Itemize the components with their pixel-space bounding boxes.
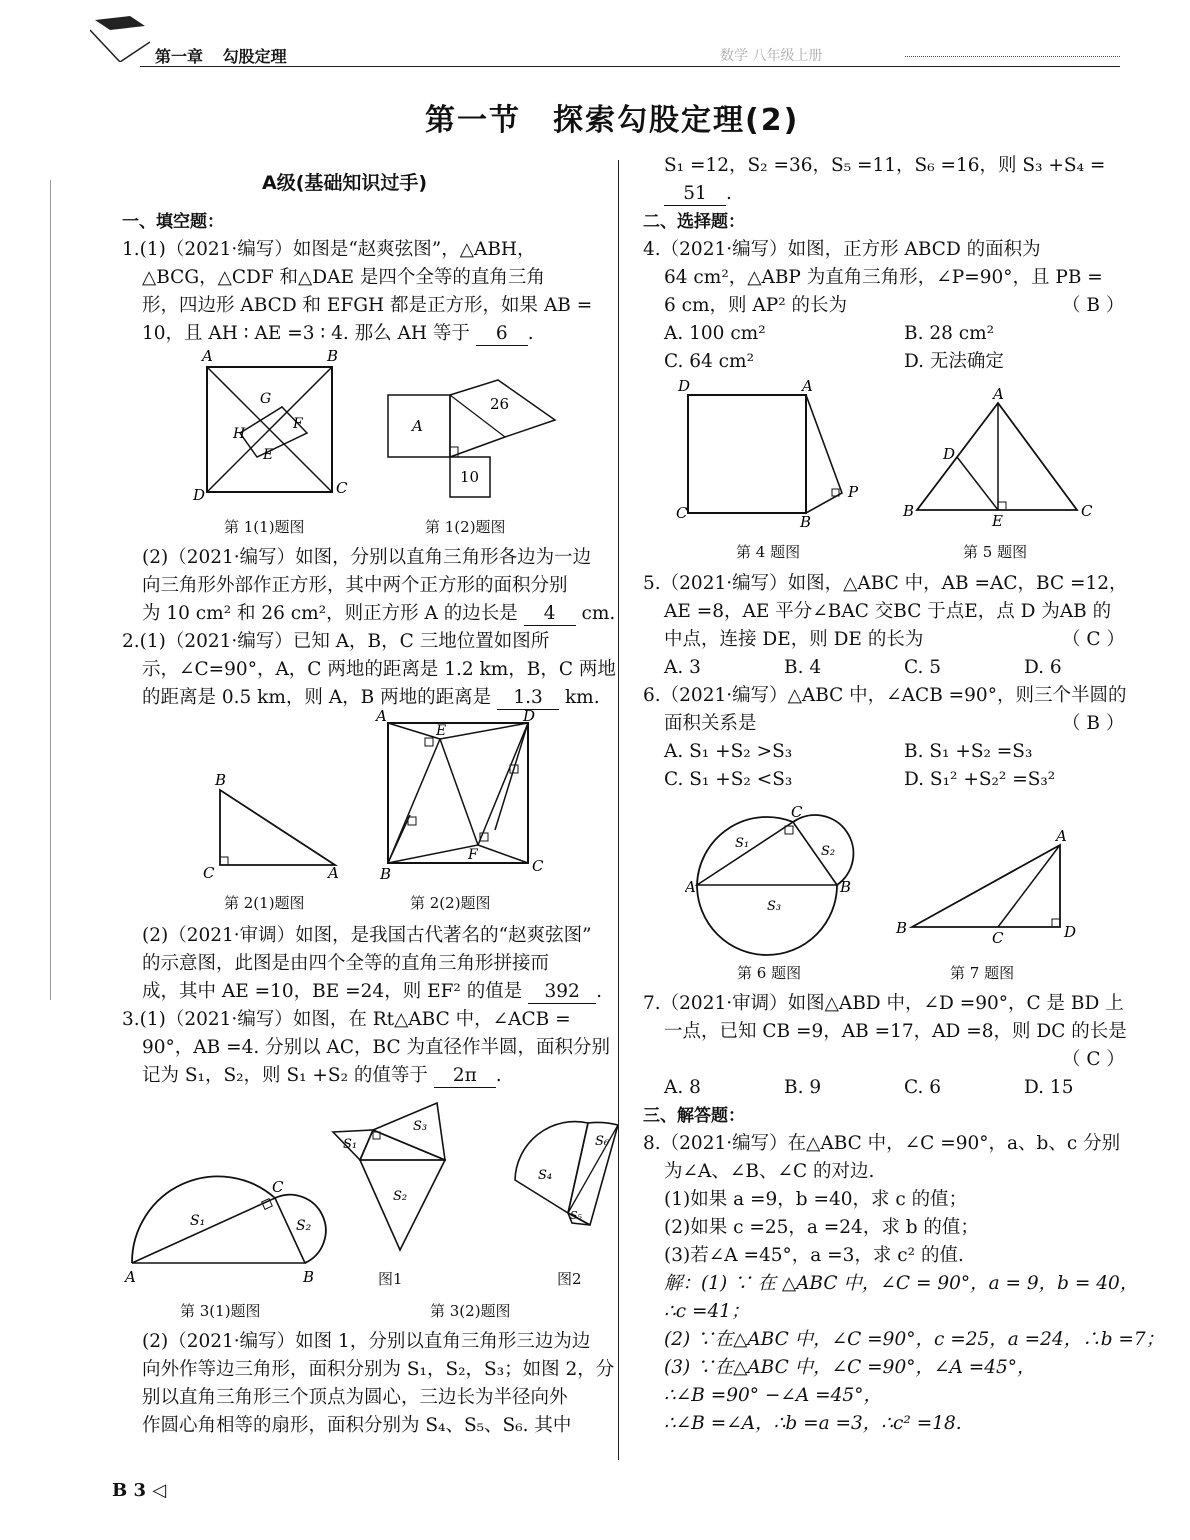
q1p2-line3	[142, 600, 615, 628]
fig3-2-label-S5: S₅	[570, 1209, 582, 1222]
fig7-label-B: B	[896, 919, 908, 937]
q6-option-D: D. S₁² +S₂² =S₃²	[904, 769, 1056, 790]
q2-unit: km.	[564, 687, 600, 708]
fig2-2-label-E: E	[436, 723, 447, 739]
fig3-2-line	[568, 1125, 618, 1213]
fig7-label-C: C	[992, 929, 1004, 947]
fig5-right-angle	[998, 502, 1006, 510]
section-choice-heading: 二、选择题：	[643, 212, 745, 232]
fig4-triangle	[806, 395, 842, 513]
fig2-2-line	[495, 723, 528, 830]
fig1-1-label-F: F	[293, 416, 303, 432]
q6-option-B: B. S₁ +S₂ =S₃	[904, 741, 1033, 762]
fig2-2-label-F: F	[468, 847, 478, 863]
q5-caption: 第 5 题图	[963, 543, 1028, 561]
fig1-1-label-G: G	[260, 391, 272, 407]
q8-line2: 为∠A、∠B、∠C 的对边.	[664, 1161, 875, 1182]
q1-line4-text: 10，且 AH ∶ AE =3 ∶ 4. 那么 AH 等于	[142, 323, 470, 344]
q1-line3: 形，四边形 ABCD 和 EFGH 都是正方形，如果 AB =	[142, 295, 593, 316]
fig6-label-S2: S₂	[821, 844, 836, 859]
fig3-1-label-S2: S₂	[296, 1218, 312, 1234]
q2-caption2: 第 2(2)题图	[410, 894, 491, 912]
q3-line1: 3.(1)（2021·编写）如图，在 Rt△ABC 中，∠ACB =	[122, 1009, 571, 1030]
q3p2-period: .	[726, 183, 732, 204]
column-divider	[618, 160, 619, 1460]
q3p2-line2: 向外作等边三角形，面积分别为 S₁，S₂，S₃；如图 2，分	[142, 1359, 615, 1380]
fig2-2-line	[440, 739, 478, 845]
figure-3-2-fig2	[510, 1115, 625, 1230]
fig7-right-angle	[1052, 919, 1060, 927]
fig3-2-label-S3: S₃	[413, 1119, 428, 1134]
fig7-segment-AC	[998, 845, 1060, 927]
chapter-number: 第一章	[155, 47, 204, 66]
q7-option-C: C. 6	[904, 1077, 942, 1098]
figure-5	[895, 385, 1105, 530]
q8-solution-line5: ∴∠B =90° −∠A =45°，	[664, 1385, 882, 1406]
q3-line2: 90°，AB =4. 分别以 AC，BC 为直径作半圆，面积分别	[142, 1037, 611, 1058]
q8-solution-line1: 解：(1) ∵ 在 △ABC 中，∠C = 90°，a = 9，b = 40，	[664, 1273, 1139, 1294]
header-dots	[905, 56, 1120, 57]
q8-solution-line2: ∴c =41；	[664, 1301, 750, 1322]
q1p2-answer: 4	[524, 603, 576, 626]
fig4-label-D: D	[678, 377, 691, 395]
fig3-1-label-S1: S₁	[190, 1213, 206, 1229]
chapter-header	[155, 44, 287, 67]
fig1-1-label-A: A	[202, 347, 213, 365]
fig4-label-A: A	[802, 377, 813, 395]
q4-option-C: C. 64 cm²	[664, 351, 754, 372]
fig2-2-label-B: B	[380, 865, 392, 883]
fig7-triangle	[912, 845, 1060, 927]
q7-option-D: D. 15	[1024, 1077, 1074, 1098]
q3-fig1-label: 图1	[378, 1270, 403, 1288]
q4-option-D: D. 无法确定	[904, 351, 1004, 372]
q8-line1: 8.（2021·编写）在△ABC 中，∠C =90°，a、b、c 分别	[643, 1133, 1121, 1154]
figure-3-1	[120, 1120, 340, 1295]
fig1-1-label-E: E	[263, 447, 274, 463]
fig1-1-label-C: C	[336, 479, 348, 497]
fig1-1-label-D: D	[193, 486, 206, 504]
q1-line1: 1.(1)（2021·编写）如图是“赵爽弦图”，△ABH，	[122, 239, 536, 260]
q2p2-line3-text: 成，其中 AE =10，BE =24，则 EF² 的值是	[142, 981, 523, 1002]
q3-line3-text: 记为 S₁，S₂，则 S₁ +S₂ 的值等于	[142, 1065, 428, 1086]
q8-line5: (3)若∠A =45°，a =3，求 c² 的值.	[664, 1245, 964, 1266]
q3-period: .	[495, 1065, 502, 1086]
fig3-2-label-S6: S₆	[595, 1134, 610, 1149]
q1p2-line1: (2)（2021·编写）如图，分别以直角三角形各边为一边	[142, 547, 592, 568]
q2p2-period: .	[596, 981, 602, 1002]
fig6-label-S3: S₃	[767, 899, 782, 914]
q2-line2: 示，∠C=90°，A，C 两地的距离是 1.2 km，B，C 两地	[142, 659, 616, 680]
fig3-1-label-C: C	[272, 1178, 284, 1196]
q5-line1: 5.（2021·编写）如图，△ABC 中，AB =AC，BC =12，	[643, 573, 1128, 594]
q1p2-unit: cm.	[581, 603, 616, 624]
fig2-2-line	[478, 845, 528, 863]
fig3-2-label-S1: S₁	[343, 1137, 358, 1152]
q2p2-line1: (2)（2021·审调）如图，是我国古代著名的“赵爽弦图”	[142, 925, 592, 946]
fig2-1-label-B: B	[215, 771, 227, 789]
figure-2-1	[195, 770, 355, 885]
q1-caption2: 第 1(2)题图	[425, 518, 506, 536]
figure-2-2	[370, 705, 550, 885]
fig5-label-C: C	[1081, 502, 1093, 520]
q4-option-A: A. 100 cm²	[664, 323, 766, 344]
section-solve-heading: 三、解答题：	[643, 1106, 745, 1126]
q2-line3-text: 的距离是 0.5 km，则 A，B 两地的距离是	[142, 687, 492, 708]
fig1-1-label-B: B	[327, 347, 339, 365]
q1p2-line2: 向三角形外部作正方形，其中两个正方形的面积分别	[142, 575, 568, 596]
fig5-label-B: B	[903, 502, 915, 520]
fig7-label-D: D	[1064, 923, 1077, 941]
chapter-title: 勾股定理	[222, 47, 287, 66]
q5-option-B: B. 4	[784, 657, 822, 678]
q8-solution-line6: ∴∠B =∠A，∴b =a =3，∴c² =18.	[664, 1413, 962, 1434]
q3p2-line4: 作圆心角相等的扇形，面积分别为 S₄、S₅、S₆. 其中	[142, 1415, 572, 1436]
q3-caption1: 第 3(1)题图	[180, 1302, 261, 1320]
q4-caption: 第 4 题图	[736, 543, 801, 561]
q8-solution-line3: (2) ∵在△ABC 中，∠C =90°，c =25，a =24，∴b =7；	[664, 1329, 1165, 1350]
level-heading: A级(基础知识过手)	[262, 172, 428, 194]
q3p2-line3: 别以直角三角形三个顶点为圆心，三边长为半径向外	[142, 1387, 568, 1408]
fig2-1-triangle	[220, 790, 335, 865]
q1-caption1: 第 1(1)题图	[224, 518, 305, 536]
fig2-2-label-D: D	[523, 707, 536, 725]
q2-answer: 1.3	[497, 687, 559, 710]
q2p2-line2: 的示意图，此图是由四个全等的直角三角形拼接而	[142, 953, 550, 974]
q6-line2: 面积关系是	[664, 713, 757, 734]
fig4-square	[688, 395, 806, 513]
q8-line4: (2)如果 c =25，a =24，求 b 的值；	[664, 1217, 979, 1238]
figure-7	[890, 825, 1090, 950]
fig6-triangle	[697, 822, 837, 885]
q4-line2: 64 cm²，△ABP 为直角三角形，∠P=90°，且 PB =	[664, 267, 1103, 288]
q7-line1: 7.（2021·审调）如图△ABD 中，∠D =90°，C 是 BD 上	[643, 993, 1124, 1014]
fig1-2-label-A: A	[412, 417, 423, 435]
figure-6	[685, 795, 865, 960]
fig2-1-right-angle	[220, 857, 228, 865]
fig3-1-label-A: A	[125, 1268, 136, 1286]
page-number: B 3 ◁	[112, 1480, 167, 1501]
q4-line1: 4.（2021·编写）如图，正方形 ABCD 的面积为	[643, 239, 1041, 260]
fig5-label-E: E	[992, 512, 1003, 530]
q3-line3	[142, 1062, 502, 1090]
header-logo	[90, 12, 150, 34]
q8-solution-line4: (3) ∵在△ABC 中，∠C =90°，∠A =45°，	[664, 1357, 1036, 1378]
q3-answer: 2π	[434, 1065, 496, 1088]
q5-option-D: D. 6	[1024, 657, 1062, 678]
section-fill-heading: 一、填空题：	[122, 212, 224, 232]
q3p2-answer-line	[664, 180, 732, 208]
q1-line4	[142, 320, 534, 348]
q2-line1: 2.(1)（2021·编写）已知 A，B，C 三地位置如图所	[122, 631, 550, 652]
q6-line1: 6.（2021·编写）△ABC 中，∠ACB =90°，则三个半圆的	[643, 685, 1127, 706]
q5-line3: 中点，连接 DE，则 DE 的长为	[664, 629, 924, 650]
q7-answer: （ C ）	[1062, 1049, 1125, 1070]
q2-caption1: 第 2(1)题图	[224, 894, 305, 912]
q5-answer: （ C ）	[1062, 629, 1125, 650]
q3p2-line1: (2)（2021·编写）如图 1，分别以直角三角形三边为边	[142, 1331, 591, 1352]
header-right-note: 数学 八年级上册	[720, 48, 823, 64]
q6-option-C: C. S₁ +S₂ <S₃	[664, 769, 793, 790]
q4-line3: 6 cm，则 AP² 的长为	[664, 295, 848, 316]
fig6-label-C: C	[791, 803, 803, 821]
q5-option-C: C. 5	[904, 657, 942, 678]
fig4-label-P: P	[848, 483, 859, 501]
header-rule	[140, 66, 1120, 67]
fig3-1-triangle	[132, 1198, 305, 1263]
q8-line3: (1)如果 a =9，b =40，求 c 的值；	[664, 1189, 968, 1210]
q7-option-B: B. 9	[784, 1077, 822, 1098]
q5-line2: AE =8，AE 平分∠BAC 交BC 于点E，点 D 为AB 的	[664, 601, 1112, 622]
q1-line2: △BCG，△CDF 和△DAE 是四个全等的直角三角	[142, 267, 545, 288]
fig6-semicircle-S3	[697, 885, 837, 955]
fig3-2-label-S4: S₄	[538, 1168, 553, 1183]
fig5-triangle	[917, 403, 1077, 510]
fig2-2-line	[388, 815, 410, 863]
figure-1-2	[380, 375, 570, 505]
q6-caption: 第 6 题图	[737, 964, 802, 982]
margin-line	[50, 180, 51, 1000]
fig4-label-B: B	[800, 513, 812, 531]
fig1-2-label-10: 10	[460, 468, 480, 486]
figure-1-1	[190, 345, 350, 505]
q1-answer: 6	[476, 323, 528, 346]
page-title: 第一节 探索勾股定理(2)	[425, 103, 800, 138]
fig5-segment-DE	[957, 457, 998, 510]
q7-caption: 第 7 题图	[950, 964, 1015, 982]
q1-period: .	[527, 323, 534, 344]
q1p2-line3-text: 为 10 cm² 和 26 cm²，则正方形 A 的边长是	[142, 603, 518, 624]
fig1-2-square-26	[450, 380, 555, 457]
fig4-label-C: C	[676, 504, 688, 522]
q3-fig2-label: 图2	[557, 1270, 582, 1288]
fig3-2-triangle-S3	[373, 1103, 445, 1160]
fig3-2-label-S2: S₂	[393, 1189, 408, 1204]
q6-answer: （ B ）	[1062, 713, 1125, 734]
fig2-2-line	[388, 723, 440, 739]
fig1-2-label-26: 26	[490, 395, 510, 413]
fig2-2-label-A: A	[376, 707, 387, 725]
q6-option-A: A. S₁ +S₂ >S₃	[664, 741, 793, 762]
fig3-2-triangle-S2	[360, 1160, 445, 1250]
fig7-label-A: A	[1056, 827, 1067, 845]
fig2-2-right-angle	[425, 738, 433, 746]
fig6-label-S1: S₁	[735, 836, 750, 851]
q7-option-A: A. 8	[664, 1077, 701, 1098]
q4-answer: （ B ）	[1062, 295, 1125, 316]
q4-option-B: B. 28 cm²	[904, 323, 995, 344]
figure-3-2-fig1	[325, 1100, 475, 1260]
q5-option-A: A. 3	[664, 657, 701, 678]
fig5-label-A: A	[993, 385, 1004, 403]
q3p2-line5: S₁ =12，S₂ =36，S₅ =11，S₆ =16，则 S₃ +S₄ =	[664, 155, 1106, 176]
q3p2-answer: 51	[664, 183, 726, 206]
fig3-1-label-B: B	[303, 1268, 315, 1286]
fig6-label-A: A	[685, 878, 696, 896]
fig2-1-label-A: A	[328, 864, 339, 882]
fig2-1-label-C: C	[203, 864, 215, 882]
fig6-label-B: B	[840, 878, 852, 896]
fig1-1-label-H: H	[233, 426, 246, 442]
fig5-label-D: D	[943, 445, 956, 463]
q2p2-line3	[142, 978, 602, 1006]
q2p2-answer: 392	[528, 981, 596, 1004]
q7-line2: 一点，已知 CB =9，AB =17，AD =8，则 DC 的长是	[664, 1021, 1127, 1042]
header-logo-graphic	[90, 12, 150, 62]
fig2-2-label-C: C	[532, 857, 544, 875]
figure-4	[670, 375, 870, 535]
q3-caption2: 第 3(2)题图	[430, 1302, 511, 1320]
